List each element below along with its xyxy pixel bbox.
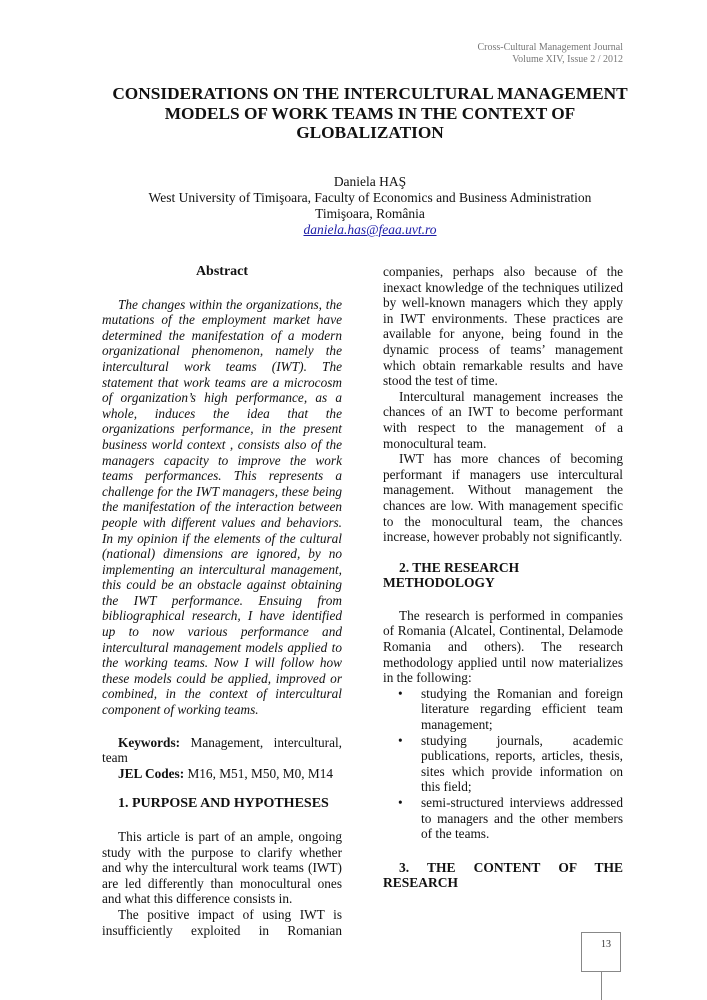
bullet-icon: • (398, 795, 403, 810)
list-item-text: studying journals, academic publications, reports, articles, thesis, sites which provide information on this field; (421, 732, 623, 795)
section-3-heading: 3. THE CONTENT OF THE RESEARCH (383, 859, 623, 891)
paper-title (100, 84, 640, 143)
journal-header (477, 42, 623, 66)
bullet-icon: • (398, 685, 403, 701)
keywords-line (102, 735, 342, 766)
author-email-link[interactable]: daniela.has@feaa.uvt.ro (303, 222, 437, 237)
jel-codes-line (102, 766, 342, 782)
section-1-heading: 1. PURPOSE AND HYPOTHESES (118, 796, 329, 812)
author-name: Daniela HAŞ (333, 174, 407, 189)
list-item-text: semi-structured interviews addressed to managers and the other members of the teams. (421, 795, 623, 842)
section-2-heading (383, 560, 623, 591)
list-item (383, 733, 623, 795)
section-1-para-3: Intercultural management increases the chances of an IWT to become performant with respect to the management of a monocultural team. (383, 388, 623, 451)
methodology-list (383, 686, 623, 842)
bullet-icon: • (398, 732, 403, 748)
journal-name: Cross-Cultural Management Journal (477, 42, 623, 53)
list-item (383, 795, 623, 842)
section-2-para-1: The research is performed in companies of Romania (Alcatel, Continental, Delamode Romania and others). The research methodology applied until now materializes in the following: (383, 607, 623, 686)
left-column (102, 264, 342, 938)
abstract-text: The changes within the organizations, the mutations of the employment market have determined the manifestation of a modern organizational phenomenon, namely the intercultural work teams (IWT). The statement that work teams are a microcosm of organization’s high performance, as a whole, induces the idea that the organizations performance, in the present business world context , consists also of the managers capacity to improve the work teams performances. This represents a challenge for the IWT managers, these being the manifestation of the interaction between people with different values and behaviors. In my opinion if the elements of the cultural (national) dimensions are ignored, by no implementing an intercultural management, this could be an obstacle against obtaining the IWT performance. Ensuing from bibliographical research, I have identified up to now various performance and intercultural management models applied to the working teams. Now I will follow how these models could be applied, improved or combined, in the context of intercultural component of working teams. (102, 296, 342, 718)
list-item-text: studying the Romanian and foreign literature regarding efficient team management; (421, 685, 623, 733)
page-number-box (581, 932, 621, 972)
title-line-1: CONSIDERATIONS ON THE INTERCULTURAL MANAGEMENT (112, 84, 628, 103)
author-block (100, 174, 640, 238)
author-affiliation: West University of Timişoara, Faculty of Economics and Business Administration (148, 190, 592, 205)
section-1-para-1: This article is part of an ample, ongoing study with the purpose to clarify whether and why the intercultural work teams (IWT) are led differently than monocultural ones and what this difference consists in. (102, 829, 342, 907)
section-2-heading-line-1: 2. THE RESEARCH (399, 559, 520, 575)
title-line-3: GLOBALIZATION (296, 123, 444, 142)
jel-value: M16, M51, M50, M0, M14 (184, 765, 334, 781)
page-number-rule (601, 972, 602, 1000)
abstract-heading: Abstract (195, 264, 249, 279)
keywords-label: Keywords: (118, 734, 181, 750)
section-2-heading-line-2: METHODOLOGY (383, 575, 495, 591)
section-1-para-2-start: The positive impact of using IWT is insufficiently exploited in Romanian (102, 906, 342, 938)
title-line-2: MODELS OF WORK TEAMS IN THE CONTEXT OF (164, 103, 576, 123)
right-column (383, 264, 623, 908)
jel-label: JEL Codes: (118, 765, 185, 781)
journal-issue: Volume XIV, Issue 2 / 2012 (512, 54, 623, 65)
list-item (383, 686, 623, 733)
page-number: 13 (601, 939, 611, 950)
author-location: Timişoara, România (315, 206, 425, 221)
section-1-para-4: IWT has more chances of becoming performant if managers use intercultural management. Without management the chances are low. With management specific to the monocultural team, the chances increase, however probably not significantly. (383, 451, 623, 545)
keywords-value: Management, intercultural, team (102, 734, 342, 766)
section-1-para-2-cont: companies, perhaps also because of the inexact knowledge of the techniques utilized by well-known managers which they apply in IWT environments. These practices are available for anyone, being found in the dynamic process of teams’ management which obtain remarkable results and have stood the test of time. (383, 264, 623, 389)
